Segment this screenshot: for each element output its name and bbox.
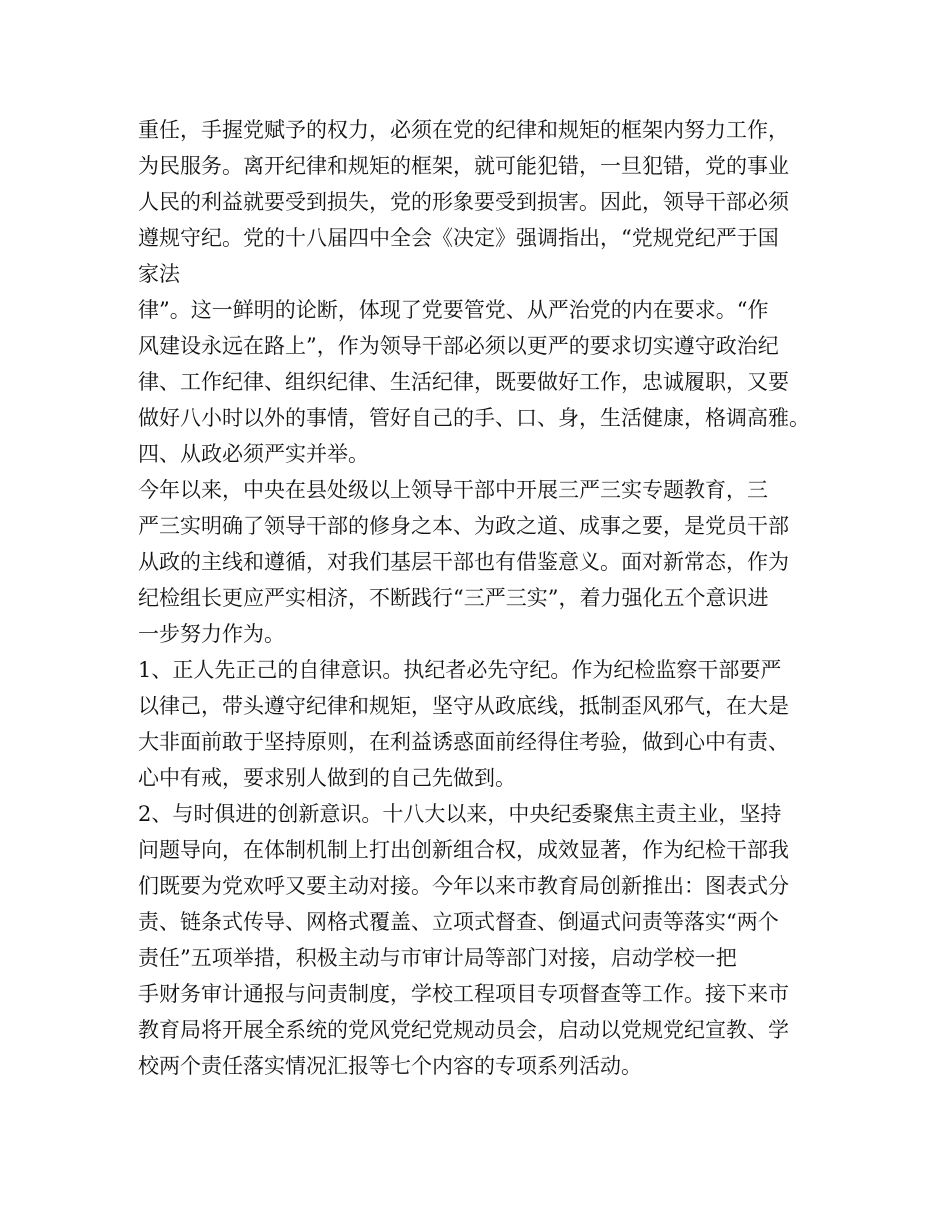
text-line: 四、从政必须严实并举。 <box>138 442 369 466</box>
text-line: 重任，手握党赋予的权力，必须在党的纪律和规矩的框架内努力工作， <box>138 118 789 142</box>
text-line: 责任”五项举措，积极主动与市审计局等部门对接，启动学校一把 <box>138 946 737 970</box>
text-line: 2、与时俱进的创新意识。十八大以来，中央纪委聚焦主责主业，坚持 <box>138 802 782 826</box>
text-line: 遵规守纪。党的十八届四中全会《决定》强调指出，“党规党纪严于国 <box>138 226 779 250</box>
text-line: 校两个责任落实情况汇报等七个内容的专项系列活动。 <box>138 1054 642 1078</box>
text-line: 人民的利益就要受到损失，党的形象要受到损害。因此，领导干部必须 <box>138 190 789 214</box>
text-line: 问题导向，在体制机制上打出创新组合权，成效显著，作为纪检干部我 <box>138 838 789 862</box>
text-line: 做好八小时以外的事情，管好自己的手、口、身，生活健康，格调高雅。 <box>138 406 810 430</box>
text-line: 教育局将开展全系统的党风党纪党规动员会，启动以党规党纪宣教、学 <box>138 1018 789 1042</box>
text-line: 大非面前敢于坚持原则，在利益诱惑面前经得住考验，做到心中有责、 <box>138 730 789 754</box>
text-line: 责、链条式传导、网格式覆盖、立项式督查、倒逼式问责等落实“两个 <box>138 910 779 934</box>
text-line: 手财务审计通报与问责制度，学校工程项目专项督查等工作。接下来市 <box>138 982 789 1006</box>
document-body <box>138 112 828 1084</box>
text-line: 从政的主线和遵循，对我们基层干部也有借鉴意义。面对新常态，作为 <box>138 550 789 574</box>
text-line: 纪检组长更应严实相济，不断践行“三严三实”，着力强化五个意识进 <box>138 586 769 610</box>
text-line: 一步努力作为。 <box>138 622 285 646</box>
text-line: 严三实明确了领导干部的修身之本、为政之道、成事之要，是党员干部 <box>138 514 789 538</box>
text-line: 风建设永远在路上”，作为领导干部必须以更严的要求切实遵守政治纪 <box>138 334 779 358</box>
text-line: 律”。这一鲜明的论断，体现了党要管党、从严治党的内在要求。“作 <box>138 298 769 322</box>
text-line: 们既要为党欢呼又要主动对接。今年以来市教育局创新推出：图表式分 <box>138 874 789 898</box>
text-line: 以律己，带头遵守纪律和规矩，坚守从政底线，抵制歪风邪气，在大是 <box>138 694 789 718</box>
text-line: 为民服务。离开纪律和规矩的框架，就可能犯错，一旦犯错，党的事业 <box>138 154 789 178</box>
text-line: 家法 <box>138 262 180 286</box>
text-line: 律、工作纪律、组织纪律、生活纪律，既要做好工作，忠诚履职，又要 <box>138 370 789 394</box>
text-line: 1、正人先正己的自律意识。执纪者必先守纪。作为纪检监察干部要严 <box>138 658 782 682</box>
text-line: 今年以来，中央在县处级以上领导干部中开展三严三实专题教育，三 <box>138 478 768 502</box>
text-line: 心中有戒，要求别人做到的自己先做到。 <box>138 766 516 790</box>
